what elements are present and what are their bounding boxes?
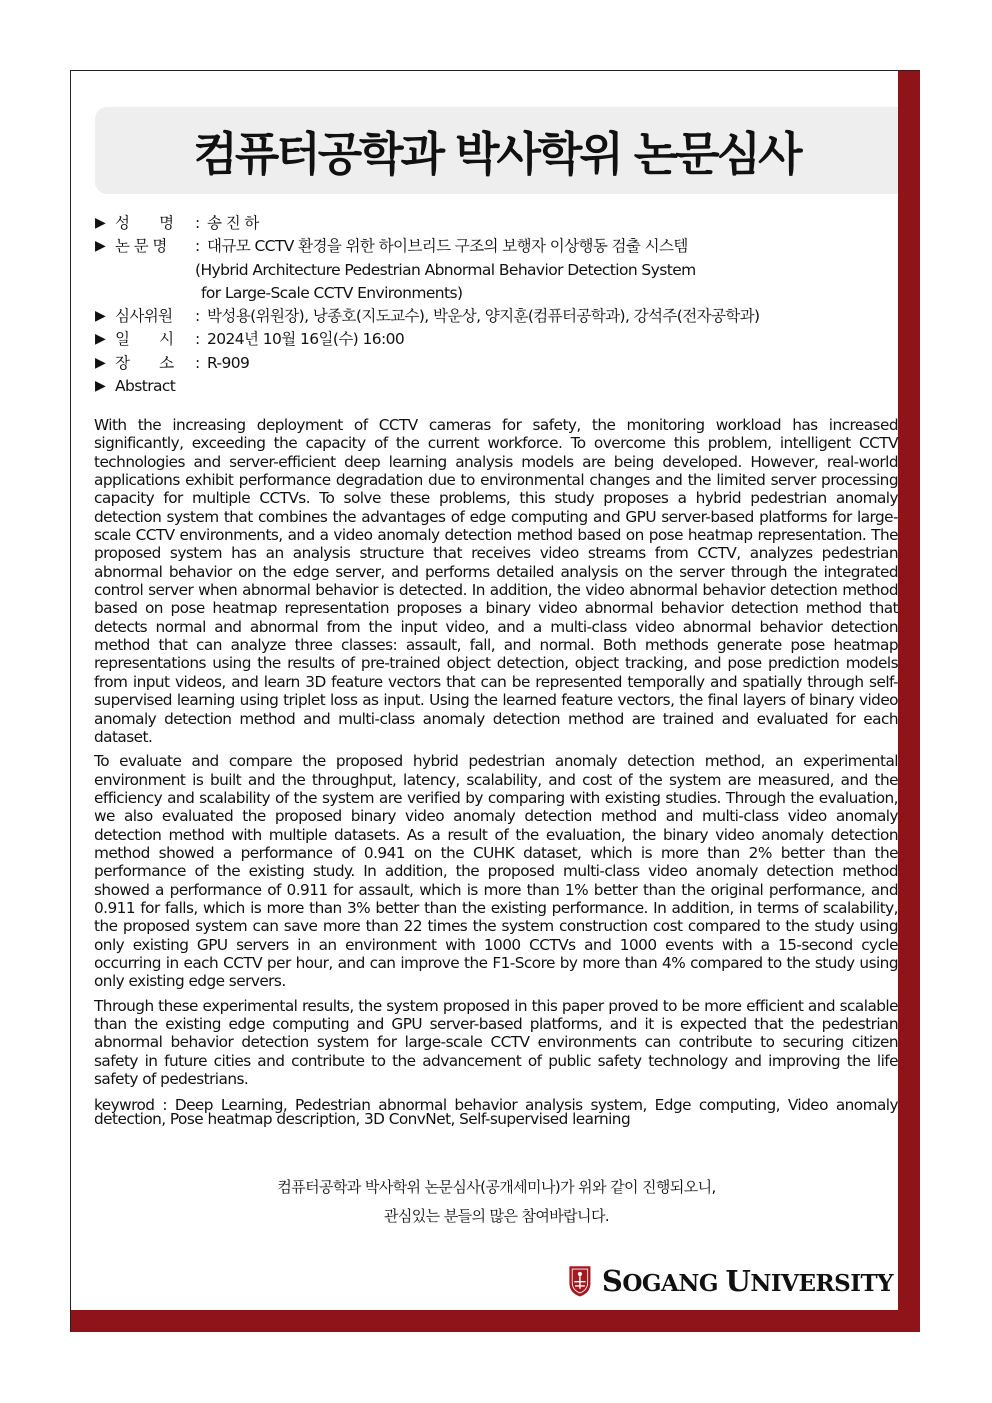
thesis-english-line-1 xyxy=(95,259,895,282)
date-row xyxy=(95,328,895,351)
colon: : xyxy=(195,307,200,326)
thesis-title-english-1: (Hybrid Architecture Pedestrian Abnormal Behavior Detection System xyxy=(195,260,696,279)
info-section xyxy=(95,212,895,398)
abstract-heading-row xyxy=(95,375,895,398)
university-shield-icon xyxy=(568,1258,592,1304)
name-value: 송 진 하 xyxy=(207,214,259,232)
thesis-title-english-2: for Large-Scale CCTV Environments) xyxy=(201,283,463,302)
place-label: 장 소 xyxy=(115,353,174,372)
thesis-title-korean: 대규모 CCTV 환경을 위한 하이브리드 구조의 보행자 이상행동 검출 시스템 xyxy=(207,237,688,256)
name-row xyxy=(95,212,895,235)
abstract-paragraph-2: To evaluate and compare the proposed hybrid pedestrian anomaly detection method, an experimental environment is built and the throughput, latency, scalability, and cost of the system are measured, and the efficiency and scalability of the system are verified by comparing with existing studies. Through the evaluation, we also evaluated the proposed binary video anomaly detection method and multi-class video anomaly detection method with multiple datasets. As a result of the evaluation, the binary video anomaly detection method showed a performance of 0.941 on the CUHK dataset, which is more than 2% better than the performance of the existing study. In addition, the proposed multi-class video anomaly detection method showed a performance of 0.911 for assault, which is more than 1% better than the original performance, and 0.911 for falls, which is more than 3% better than the existing performance. In addition, in terms of scalability, the proposed system can save more than 22 times the system construction cost compared to the study using only existing GPU servers in an environment with 1000 CCTVs and 1000 events with a 15-second cycle occurring in each CCTV per hour, and can improve the F1-Score by more than 4% compared to the study using only existing edge servers. xyxy=(94,752,898,991)
abstract-body xyxy=(94,416,898,1094)
thesis-row xyxy=(95,235,895,258)
notice-line-1: 컴퓨터공학과 박사학위 논문심사(공개세미나)가 위와 같이 진행되오니, xyxy=(277,1178,716,1196)
committee-label: 심사위원 xyxy=(115,307,173,326)
abstract-paragraph-3: Through these experimental results, the system proposed in this paper proved to be more efficient and scalable than the existing edge computing and GPU server-based platforms, and it is expected that the pedestrian abnormal behavior detection system for large-scale CCTV environments can contribute to securing citizen safety in future cities and contribute to the advancement of public safety technology and improving the life safety of pedestrians. xyxy=(94,996,898,1089)
name-label: 성 명 xyxy=(115,214,174,232)
date-label: 일 시 xyxy=(115,330,174,349)
arrow-icon: ▶ xyxy=(95,238,106,255)
place-row xyxy=(95,352,895,375)
right-accent-bar xyxy=(898,71,920,1332)
university-name: SOGANG UNIVERSITY xyxy=(601,1264,893,1298)
arrow-icon: ▶ xyxy=(95,331,106,348)
abstract-paragraph-1: With the increasing deployment of CCTV cameras for safety, the monitoring workload has increased significantly, exceeding the capacity of the current workforce. To overcome this problem, intelligent CCTV technologies and server-efficient deep learning analysis models are being developed. However, real-world applications exhibit performance degradation due to environmental changes and the limited server processing capacity for multiple CCTVs. To solve these problems, this study proposes a hybrid pedestrian anomaly detection system that combines the advantages of edge computing and GPU server-based platforms for large-scale CCTV environments, and a video anomaly detection method based on pose heatmap representation. The proposed system has an analysis structure that receives video streams from CCTV, analyzes pedestrian abnormal behavior on the edge server, and performs detailed analysis on the server through the integrated control server when abnormal behavior is detected. In addition, the video abnormal behavior detection method based on pose heatmap representation proposes a binary video abnormal behavior detection method that detects normal and abnormal from the input video, and a multi-class video abnormal behavior detection method that can analyze three classes: assault, fall, and normal. Both methods generate pose heatmap representations using the results of pre-trained object detection, object tracking, and pose prediction models from input videos, and learn 3D feature vectors that can be represented temporally and spatially through self-supervised learning using triplet loss as input. Using the learned feature vectors, the final layers of binary video anomaly detection method and multi-class anomaly detection method are trained and evaluated for each dataset. xyxy=(94,416,898,746)
thesis-english-line-2 xyxy=(95,282,895,305)
abstract-heading: Abstract xyxy=(115,377,176,396)
place-value: R-909 xyxy=(207,353,250,372)
date-value: 2024년 10월 16일(수) 16:00 xyxy=(207,330,405,349)
thesis-label: 논 문 명 xyxy=(115,237,167,256)
colon: : xyxy=(195,353,200,372)
colon: : xyxy=(195,214,200,232)
arrow-icon: ▶ xyxy=(95,354,106,371)
committee-value: 박성용(위원장), 낭종호(지도교수), 박운상, 양지훈(컴퓨터공학과), 강석주(전자공학과) xyxy=(207,307,760,326)
page-title: 컴퓨터공학과 박사학위 논문심사 xyxy=(193,126,800,181)
arrow-icon: ▶ xyxy=(95,378,106,395)
arrow-icon: ▶ xyxy=(95,308,106,325)
colon: : xyxy=(195,237,200,256)
notice-line-2: 관심있는 분들의 많은 참여바랍니다. xyxy=(383,1207,610,1225)
arrow-icon: ▶ xyxy=(95,215,106,231)
bottom-accent-bar xyxy=(71,1310,920,1332)
committee-row xyxy=(95,305,895,328)
colon: : xyxy=(195,330,200,349)
sogang-university-logo xyxy=(568,1256,893,1306)
keywords: keywrod : Deep Learning, Pedestrian abnormal behavior analysis system, Edge computing, Video anomaly detection, Pose heatmap description, 3D ConvNet, Self-supervised learning xyxy=(94,1096,898,1128)
